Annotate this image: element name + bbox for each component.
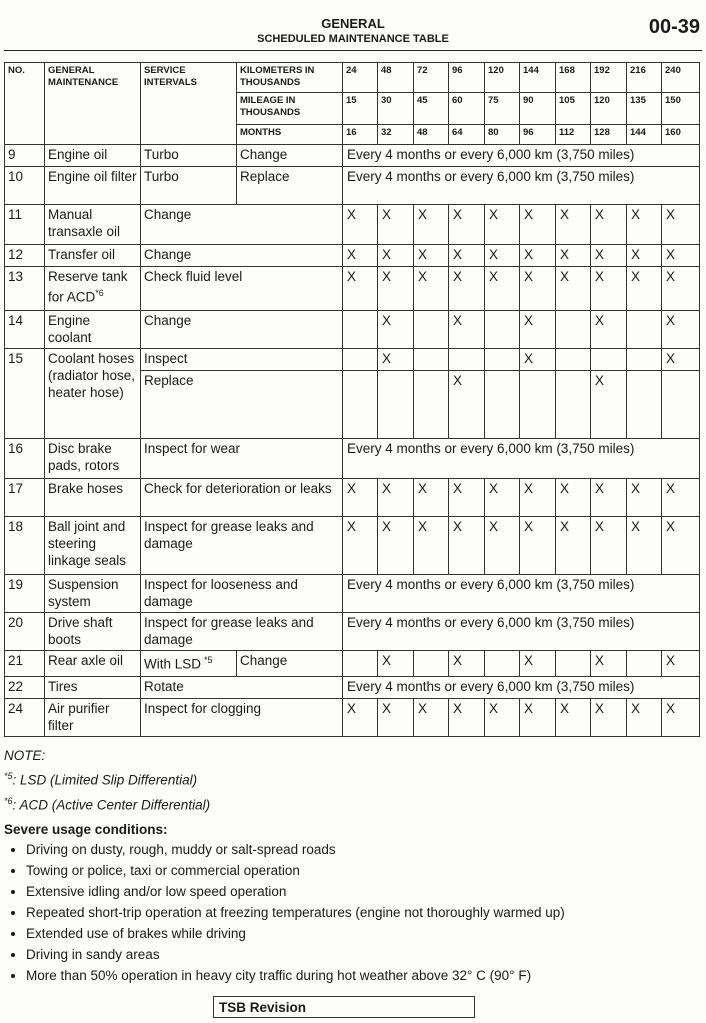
interval-text: Every 4 months or every 6,000 km (3,750 miles) (343, 575, 700, 613)
row-service: Inspect for grease leaks and damage (141, 613, 343, 651)
empty-cell (343, 651, 378, 677)
check-mark: X (520, 349, 556, 371)
miles-cell: 15 (343, 93, 378, 125)
check-mark: X (662, 479, 700, 517)
km-cell: 24 (343, 63, 378, 93)
row-item: Engine oil (45, 145, 141, 167)
months-cell: 144 (627, 125, 662, 145)
note-text: : ACD (Active Center Differential) (12, 797, 211, 812)
check-mark: X (378, 699, 414, 737)
list-item: • Extended use of brakes while driving (26, 925, 702, 942)
table-row (5, 349, 700, 371)
check-mark: X (662, 699, 700, 737)
table-row (5, 575, 700, 613)
check-mark: X (627, 517, 662, 575)
note-text: : LSD (Limited Slip Differential) (12, 772, 198, 788)
check-mark: X (343, 267, 378, 311)
empty-cell (556, 311, 591, 349)
check-mark: X (556, 699, 591, 737)
empty-cell (414, 651, 449, 677)
list-item: • Repeated short-trip operation at freezing temperatures (engine not thoroughly warmed up) (26, 904, 702, 921)
check-mark: X (449, 311, 485, 349)
col-header-general: GENERAL MAINTENANCE (45, 63, 141, 145)
row-service: Replace (141, 371, 343, 439)
col-header-service: SERVICE INTERVALS (141, 63, 237, 145)
check-mark: X (378, 311, 414, 349)
check-mark: X (520, 205, 556, 245)
miles-cell: 75 (485, 93, 520, 125)
check-mark: X (414, 517, 449, 575)
row-no: 13 (5, 267, 45, 311)
table-row (5, 439, 700, 479)
interval-text: Every 4 months or every 6,000 km (3,750 miles) (343, 613, 700, 651)
empty-cell (662, 371, 700, 439)
check-mark: X (556, 479, 591, 517)
row-action: Change (237, 651, 343, 677)
footnote-ref: *5 (4, 771, 13, 781)
list-item: • Driving on dusty, rough, muddy or salt-spread roads (26, 841, 702, 858)
months-cell: 112 (556, 125, 591, 145)
check-mark: X (449, 245, 485, 267)
header-row-km (5, 63, 700, 93)
table-row (5, 145, 700, 167)
check-mark: X (627, 245, 662, 267)
row-service: Check for deterioration or leaks (141, 479, 343, 517)
km-cell: 192 (591, 63, 627, 93)
empty-cell (591, 349, 627, 371)
check-mark: X (485, 267, 520, 311)
check-mark: X (662, 349, 700, 371)
check-mark: X (520, 651, 556, 677)
table-row (5, 613, 700, 651)
check-mark: X (343, 245, 378, 267)
table-row (5, 245, 700, 267)
table-row (5, 651, 700, 677)
check-mark: X (485, 479, 520, 517)
km-cell: 96 (449, 63, 485, 93)
check-mark: X (378, 349, 414, 371)
empty-cell (414, 349, 449, 371)
row-item: Drive shaft boots (45, 613, 141, 651)
check-mark: X (591, 311, 627, 349)
row-service: Inspect (141, 349, 343, 371)
list-item: • Extensive idling and/or low speed operation (26, 883, 702, 900)
empty-cell (627, 651, 662, 677)
check-mark: X (378, 479, 414, 517)
table-row (5, 205, 700, 245)
row-service: Change (141, 311, 343, 349)
row-service: With LSD (144, 656, 202, 672)
row-service: Change (141, 205, 343, 245)
empty-cell (343, 311, 378, 349)
footnote-ref: *6 (95, 288, 104, 298)
maintenance-table (4, 62, 700, 737)
empty-cell (627, 311, 662, 349)
row-no: 18 (5, 517, 45, 575)
months-label: MONTHS (237, 125, 343, 145)
km-cell: 48 (378, 63, 414, 93)
check-mark: X (343, 699, 378, 737)
row-service: Turbo (141, 167, 237, 205)
row-item: Manual transaxle oil (45, 205, 141, 245)
interval-text: Every 4 months or every 6,000 km (3,750 miles) (343, 439, 700, 479)
table-row (5, 479, 700, 517)
row-no: 16 (5, 439, 45, 479)
check-mark: X (556, 245, 591, 267)
row-item-cell (45, 267, 141, 311)
row-no: 11 (5, 205, 45, 245)
check-mark: X (343, 479, 378, 517)
check-mark: X (520, 311, 556, 349)
km-cell: 240 (662, 63, 700, 93)
check-mark: X (378, 267, 414, 311)
empty-cell (520, 371, 556, 439)
check-mark: X (662, 205, 700, 245)
table-row (5, 699, 700, 737)
footnote-ref: *5 (204, 655, 213, 665)
note-acd (4, 796, 702, 813)
section-title: GENERAL (321, 16, 385, 31)
col-header-no: NO. (5, 63, 45, 145)
miles-cell: 120 (591, 93, 627, 125)
check-mark: X (343, 205, 378, 245)
empty-cell (627, 371, 662, 439)
row-no: 15 (5, 349, 45, 439)
check-mark: X (449, 371, 485, 439)
row-item: Air purifier filter (45, 699, 141, 737)
row-action: Replace (237, 167, 343, 205)
row-item: Brake hoses (45, 479, 141, 517)
row-service: Inspect for looseness and damage (141, 575, 343, 613)
row-item: Disc brake pads, rotors (45, 439, 141, 479)
empty-cell (414, 311, 449, 349)
check-mark: X (414, 479, 449, 517)
check-mark: X (378, 245, 414, 267)
miles-cell: 30 (378, 93, 414, 125)
check-mark: X (520, 517, 556, 575)
row-service: Inspect for grease leaks and damage (141, 517, 343, 575)
months-cell: 16 (343, 125, 378, 145)
check-mark: X (591, 651, 627, 677)
check-mark: X (591, 699, 627, 737)
empty-cell (485, 371, 520, 439)
row-service: Rotate (141, 677, 343, 699)
check-mark: X (591, 267, 627, 311)
row-no: 17 (5, 479, 45, 517)
footnote-ref: *6 (4, 795, 13, 806)
interval-text: Every 4 months or every 6,000 km (3,750 miles) (343, 677, 700, 699)
km-label: KILOMETERS IN THOUSANDS (237, 63, 343, 93)
check-mark: X (591, 479, 627, 517)
check-mark: X (627, 267, 662, 311)
check-mark: X (556, 267, 591, 311)
check-mark: X (520, 245, 556, 267)
row-service-cell (141, 651, 237, 677)
row-item: Rear axle oil (45, 651, 141, 677)
check-mark: X (343, 517, 378, 575)
empty-cell (414, 371, 449, 439)
page-header (4, 14, 702, 51)
check-mark: X (627, 479, 662, 517)
km-cell: 120 (485, 63, 520, 93)
check-mark: X (485, 517, 520, 575)
page-number: 00-39 (648, 16, 700, 38)
miles-cell: 60 (449, 93, 485, 125)
row-no: 20 (5, 613, 45, 651)
row-no: 9 (5, 145, 45, 167)
empty-cell (627, 349, 662, 371)
list-item: • Towing or police, taxi or commercial operation (26, 862, 702, 879)
check-mark: X (449, 205, 485, 245)
check-mark: X (556, 205, 591, 245)
row-action: Change (237, 145, 343, 167)
empty-cell (556, 371, 591, 439)
notes-section (4, 748, 702, 988)
row-service: Inspect for wear (141, 439, 343, 479)
check-mark: X (414, 245, 449, 267)
check-mark: X (662, 245, 700, 267)
check-mark: X (520, 479, 556, 517)
check-mark: X (378, 205, 414, 245)
table-row (5, 167, 700, 205)
miles-cell: 105 (556, 93, 591, 125)
check-mark: X (556, 517, 591, 575)
table-row (5, 677, 700, 699)
months-cell: 160 (662, 125, 700, 145)
table-row (5, 517, 700, 575)
check-mark: X (449, 479, 485, 517)
severe-list (4, 841, 702, 984)
miles-cell: 150 (662, 93, 700, 125)
check-mark: X (520, 267, 556, 311)
check-mark: X (662, 267, 700, 311)
check-mark: X (414, 205, 449, 245)
empty-cell (343, 349, 378, 371)
months-cell: 48 (414, 125, 449, 145)
row-service: Change (141, 245, 343, 267)
miles-cell: 135 (627, 93, 662, 125)
row-no: 10 (5, 167, 45, 205)
tsb-revision-box: TSB Revision (213, 996, 475, 1018)
check-mark: X (591, 245, 627, 267)
empty-cell (343, 371, 378, 439)
miles-label: MILEAGE IN THOUSANDS (237, 93, 343, 125)
km-cell: 168 (556, 63, 591, 93)
row-item: Coolant hoses (radiator hose, heater hose) (45, 349, 141, 439)
row-service: Check fluid level (141, 267, 343, 311)
check-mark: X (449, 267, 485, 311)
months-cell: 64 (449, 125, 485, 145)
empty-cell (485, 311, 520, 349)
row-item: Transfer oil (45, 245, 141, 267)
table-row (5, 267, 700, 311)
interval-text: Every 4 months or every 6,000 km (3,750 miles) (343, 145, 700, 167)
check-mark: X (591, 205, 627, 245)
list-item: • Driving in sandy areas (26, 946, 702, 963)
check-mark: X (485, 699, 520, 737)
note-lsd (4, 771, 702, 788)
check-mark: X (662, 651, 700, 677)
check-mark: X (591, 371, 627, 439)
note-title: NOTE: (4, 748, 46, 763)
row-item: Reserve tank for ACD (48, 269, 128, 305)
check-mark: X (520, 699, 556, 737)
row-item: Engine oil filter (45, 167, 141, 205)
row-item: Suspension system (45, 575, 141, 613)
row-item: Ball joint and steering linkage seals (45, 517, 141, 575)
row-no: 19 (5, 575, 45, 613)
check-mark: X (485, 205, 520, 245)
check-mark: X (449, 651, 485, 677)
row-no: 14 (5, 311, 45, 349)
check-mark: X (591, 517, 627, 575)
miles-cell: 45 (414, 93, 449, 125)
check-mark: X (485, 245, 520, 267)
check-mark: X (662, 517, 700, 575)
months-cell: 96 (520, 125, 556, 145)
km-cell: 144 (520, 63, 556, 93)
months-cell: 128 (591, 125, 627, 145)
km-cell: 216 (627, 63, 662, 93)
check-mark: X (627, 699, 662, 737)
row-service: Inspect for clogging (141, 699, 343, 737)
check-mark: X (627, 205, 662, 245)
empty-cell (485, 349, 520, 371)
row-service: Turbo (141, 145, 237, 167)
empty-cell (378, 371, 414, 439)
empty-cell (485, 651, 520, 677)
months-cell: 32 (378, 125, 414, 145)
row-no: 21 (5, 651, 45, 677)
severe-title: Severe usage conditions: (4, 822, 168, 837)
check-mark: X (414, 699, 449, 737)
miles-cell: 90 (520, 93, 556, 125)
table-row (5, 311, 700, 349)
list-item: • More than 50% operation in heavy city traffic during hot weather above 32° C (90° F) (26, 967, 702, 984)
check-mark: X (378, 517, 414, 575)
check-mark: X (414, 267, 449, 311)
months-cell: 80 (485, 125, 520, 145)
empty-cell (556, 349, 591, 371)
check-mark: X (449, 699, 485, 737)
row-no: 24 (5, 699, 45, 737)
interval-text: Every 4 months or every 6,000 km (3,750 miles) (343, 167, 700, 205)
check-mark: X (378, 651, 414, 677)
km-cell: 72 (414, 63, 449, 93)
row-no: 12 (5, 245, 45, 267)
row-item: Tires (45, 677, 141, 699)
row-no: 22 (5, 677, 45, 699)
section-subtitle: SCHEDULED MAINTENANCE TABLE (257, 33, 449, 45)
check-mark: X (449, 517, 485, 575)
empty-cell (449, 349, 485, 371)
empty-cell (556, 651, 591, 677)
check-mark: X (662, 311, 700, 349)
row-item: Engine coolant (45, 311, 141, 349)
